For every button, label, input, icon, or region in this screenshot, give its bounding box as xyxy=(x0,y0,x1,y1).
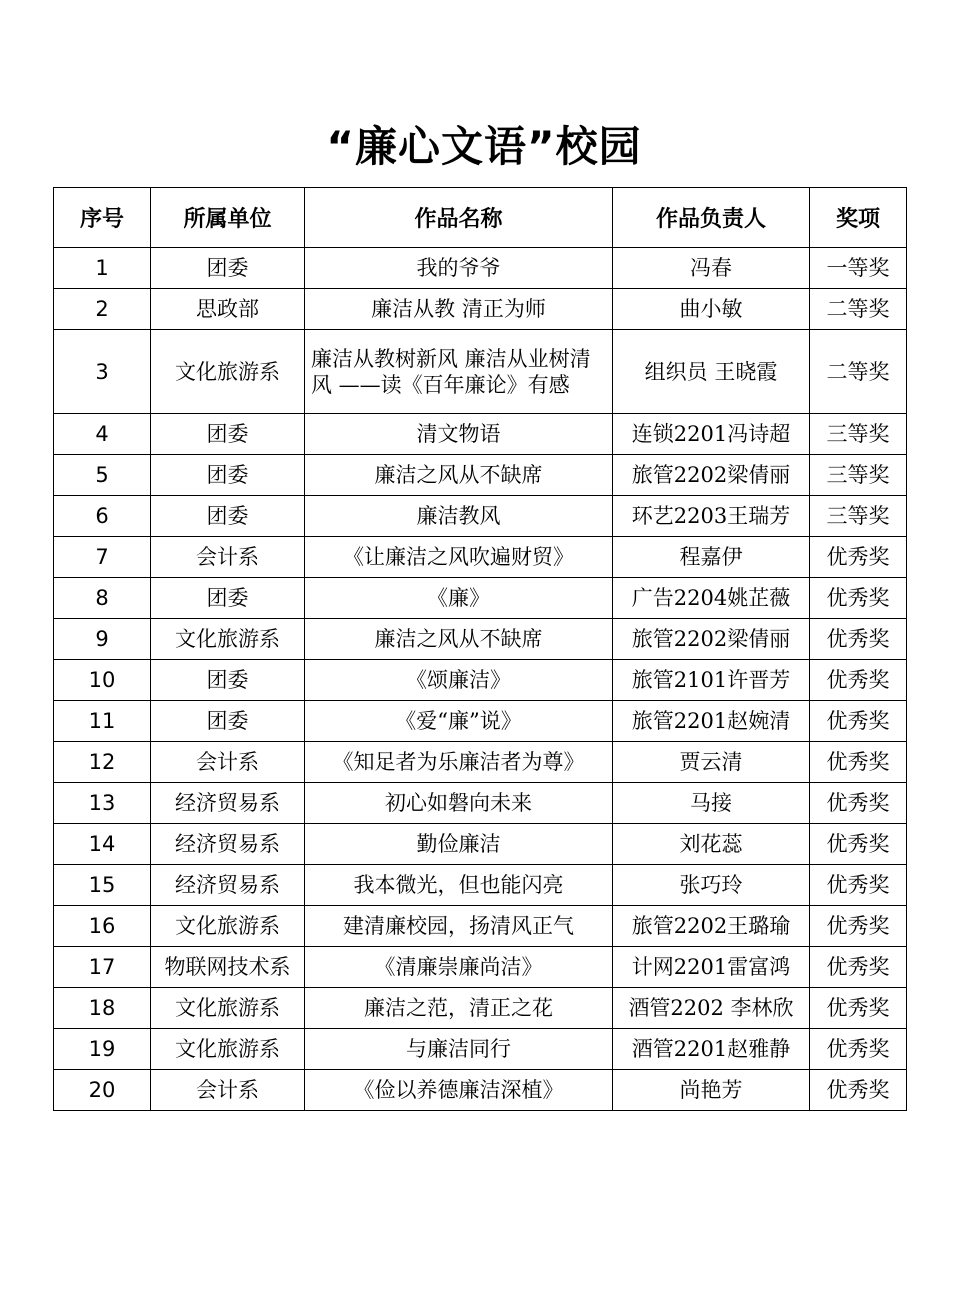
cell-leader: 冯春 xyxy=(613,248,810,289)
header-leader: 作品负责人 xyxy=(613,188,810,248)
cell-work: 廉洁之风从不缺席 xyxy=(305,619,613,660)
cell-work: 我本微光，但也能闪亮 xyxy=(305,865,613,906)
cell-work: 廉洁教风 xyxy=(305,496,613,537)
table-row xyxy=(54,455,907,496)
cell-no: 7 xyxy=(54,537,151,578)
cell-award: 三等奖 xyxy=(810,414,907,455)
cell-leader: 马接 xyxy=(613,783,810,824)
cell-no: 17 xyxy=(54,947,151,988)
cell-leader: 计网2201雷富鸿 xyxy=(613,947,810,988)
header-unit: 所属单位 xyxy=(151,188,305,248)
cell-award: 优秀奖 xyxy=(810,578,907,619)
cell-leader: 旅管2201赵婉清 xyxy=(613,701,810,742)
cell-no: 1 xyxy=(54,248,151,289)
cell-no: 14 xyxy=(54,824,151,865)
cell-leader: 旅管2202王璐瑜 xyxy=(613,906,810,947)
cell-unit: 团委 xyxy=(151,496,305,537)
cell-unit: 文化旅游系 xyxy=(151,330,305,414)
cell-unit: 文化旅游系 xyxy=(151,1029,305,1070)
cell-leader: 组织员 王晓霞 xyxy=(613,330,810,414)
cell-award: 优秀奖 xyxy=(810,1070,907,1111)
cell-work: 我的爷爷 xyxy=(305,248,613,289)
cell-work: 《颂廉洁》 xyxy=(305,660,613,701)
cell-unit: 团委 xyxy=(151,701,305,742)
cell-leader: 广告2204姚芷薇 xyxy=(613,578,810,619)
cell-unit: 团委 xyxy=(151,455,305,496)
cell-award: 一等奖 xyxy=(810,248,907,289)
cell-award: 三等奖 xyxy=(810,455,907,496)
cell-unit: 经济贸易系 xyxy=(151,824,305,865)
cell-leader: 旅管2202梁倩丽 xyxy=(613,619,810,660)
awards-table xyxy=(53,187,907,1111)
header-award: 奖项 xyxy=(810,188,907,248)
header-row xyxy=(54,188,907,248)
cell-leader: 旅管2202梁倩丽 xyxy=(613,455,810,496)
cell-no: 5 xyxy=(54,455,151,496)
cell-no: 19 xyxy=(54,1029,151,1070)
cell-unit: 物联网技术系 xyxy=(151,947,305,988)
cell-work: 初心如磐向未来 xyxy=(305,783,613,824)
cell-unit: 文化旅游系 xyxy=(151,619,305,660)
table-row xyxy=(54,988,907,1029)
table-row xyxy=(54,414,907,455)
table-row xyxy=(54,248,907,289)
cell-no: 18 xyxy=(54,988,151,1029)
cell-leader: 尚艳芳 xyxy=(613,1070,810,1111)
table-row xyxy=(54,742,907,783)
cell-no: 9 xyxy=(54,619,151,660)
table-row xyxy=(54,906,907,947)
cell-work: 建清廉校园，扬清风正气 xyxy=(305,906,613,947)
cell-no: 13 xyxy=(54,783,151,824)
table-row xyxy=(54,578,907,619)
header-work: 作品名称 xyxy=(305,188,613,248)
cell-work: 廉洁之范，清正之花 xyxy=(305,988,613,1029)
cell-award: 优秀奖 xyxy=(810,701,907,742)
cell-leader: 贾云清 xyxy=(613,742,810,783)
cell-award: 优秀奖 xyxy=(810,988,907,1029)
cell-no: 12 xyxy=(54,742,151,783)
cell-unit: 团委 xyxy=(151,578,305,619)
table-row xyxy=(54,289,907,330)
cell-unit: 经济贸易系 xyxy=(151,783,305,824)
cell-no: 2 xyxy=(54,289,151,330)
cell-leader: 旅管2101许晋芳 xyxy=(613,660,810,701)
table-row xyxy=(54,1029,907,1070)
cell-award: 优秀奖 xyxy=(810,660,907,701)
cell-award: 优秀奖 xyxy=(810,824,907,865)
table-row xyxy=(54,619,907,660)
cell-no: 11 xyxy=(54,701,151,742)
cell-no: 20 xyxy=(54,1070,151,1111)
document-title: “廉心文语”校园 xyxy=(326,122,642,171)
cell-award: 优秀奖 xyxy=(810,619,907,660)
table-row xyxy=(54,865,907,906)
cell-award: 二等奖 xyxy=(810,289,907,330)
cell-unit: 会计系 xyxy=(151,742,305,783)
table-row xyxy=(54,496,907,537)
cell-award: 优秀奖 xyxy=(810,537,907,578)
cell-unit: 文化旅游系 xyxy=(151,906,305,947)
cell-award: 优秀奖 xyxy=(810,865,907,906)
table-row xyxy=(54,824,907,865)
table-row xyxy=(54,1070,907,1111)
cell-leader: 刘花蕊 xyxy=(613,824,810,865)
table-row xyxy=(54,537,907,578)
cell-award: 优秀奖 xyxy=(810,742,907,783)
cell-no: 16 xyxy=(54,906,151,947)
cell-award: 优秀奖 xyxy=(810,947,907,988)
cell-award: 二等奖 xyxy=(810,330,907,414)
cell-leader: 环艺2203王瑞芳 xyxy=(613,496,810,537)
table-row xyxy=(54,330,907,414)
cell-work: 《爱“廉”说》 xyxy=(305,701,613,742)
cell-work: 清文物语 xyxy=(305,414,613,455)
cell-no: 3 xyxy=(54,330,151,414)
cell-unit: 团委 xyxy=(151,660,305,701)
cell-unit: 经济贸易系 xyxy=(151,865,305,906)
table-row xyxy=(54,947,907,988)
cell-leader: 程嘉伊 xyxy=(613,537,810,578)
cell-leader: 酒管2202 李林欣 xyxy=(613,988,810,1029)
cell-award: 优秀奖 xyxy=(810,906,907,947)
cell-work: 《让廉洁之风吹遍财贸》 xyxy=(305,537,613,578)
cell-no: 6 xyxy=(54,496,151,537)
cell-leader: 曲小敏 xyxy=(613,289,810,330)
cell-unit: 团委 xyxy=(151,248,305,289)
cell-leader: 连锁2201冯诗超 xyxy=(613,414,810,455)
cell-work: 《廉》 xyxy=(305,578,613,619)
cell-no: 15 xyxy=(54,865,151,906)
cell-work: 与廉洁同行 xyxy=(305,1029,613,1070)
cell-work: 《清廉崇廉尚洁》 xyxy=(305,947,613,988)
cell-no: 10 xyxy=(54,660,151,701)
cell-unit: 会计系 xyxy=(151,537,305,578)
cell-unit: 团委 xyxy=(151,414,305,455)
cell-no: 4 xyxy=(54,414,151,455)
cell-award: 优秀奖 xyxy=(810,1029,907,1070)
cell-no: 8 xyxy=(54,578,151,619)
cell-leader: 张巧玲 xyxy=(613,865,810,906)
header-no: 序号 xyxy=(54,188,151,248)
cell-work: 廉洁从教 清正为师 xyxy=(305,289,613,330)
cell-unit: 思政部 xyxy=(151,289,305,330)
cell-work: 廉洁之风从不缺席 xyxy=(305,455,613,496)
table-row xyxy=(54,660,907,701)
cell-work: 勤俭廉洁 xyxy=(305,824,613,865)
cell-work: 廉洁从教树新风 廉洁从业树清风 ——读《百年廉论》有感 xyxy=(305,330,613,414)
cell-award: 三等奖 xyxy=(810,496,907,537)
cell-work: 《俭以养德廉洁深植》 xyxy=(305,1070,613,1111)
table-row xyxy=(54,701,907,742)
cell-award: 优秀奖 xyxy=(810,783,907,824)
cell-work: 《知足者为乐廉洁者为尊》 xyxy=(305,742,613,783)
table-row xyxy=(54,783,907,824)
cell-leader: 酒管2201赵雅静 xyxy=(613,1029,810,1070)
cell-unit: 文化旅游系 xyxy=(151,988,305,1029)
cell-unit: 会计系 xyxy=(151,1070,305,1111)
